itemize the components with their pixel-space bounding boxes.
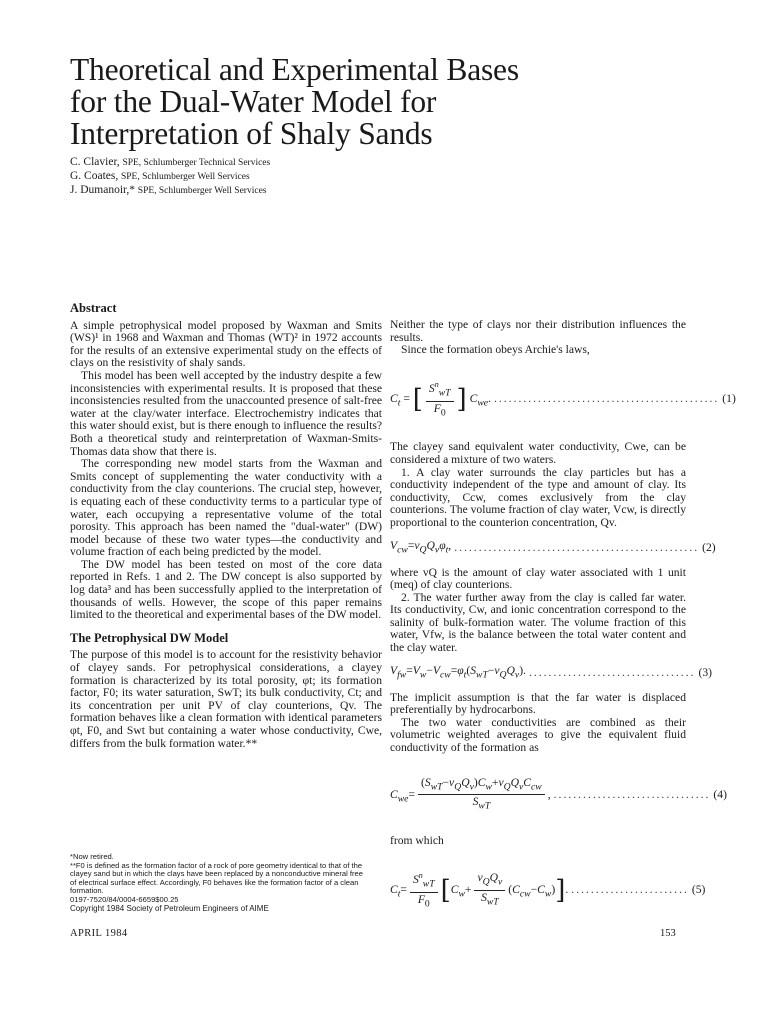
right-column xyxy=(390,318,736,933)
body-paragraph: Neither the type of clays nor their distribution influences the results. xyxy=(390,318,686,344)
title-line: for the Dual-Water Model for xyxy=(70,84,437,119)
footnote: **F0 is defined as the formation factor of a rock of pore geometry identical to that of the clayey sand but in which the clays have been replaced by a nonconductive mineral free of electrical surface effect. Accordingly, F0 behaves like the formation factor of a clean formation. xyxy=(70,860,363,896)
body-paragraph: The two water conductivities are combined as their volumetric weighted averages to give the equivalent fluid conductivity of the formation as xyxy=(390,715,686,754)
left-column xyxy=(70,302,382,750)
equation-body: $C_t=$ $\frac{S^n_{wT}}{F_0}$ [$C_w+$ $\frac{v_QQ_v}{S_{wT}}$ $(C_{cw}-C_w)$]. xyxy=(390,870,569,910)
author-name: C. Clavier, xyxy=(70,156,120,168)
footnote: *Now retired. xyxy=(70,852,114,861)
footnotes xyxy=(70,853,370,913)
journal-issue-date: APRIL 1984 xyxy=(70,928,128,939)
body-paragraph: The implicit assumption is that the far water is displaced preferentially by hydrocarbons. xyxy=(390,690,686,717)
author-name: G. Coates, xyxy=(70,170,119,182)
abstract-paragraph: A simple petrophysical model proposed by Waxman and Smits (WS)¹ in 1968 and Waxman and Thomas (WT)² in 1972 accounts for the results of an extensive experimental study on the effects of clays on the resistivity of shaly sands. xyxy=(70,318,382,370)
equation-body: $V_{fw}=V_w-V_{cw}=\varphi_t(S_{wT}-v_QQ_v)$. xyxy=(390,663,526,680)
equation-body: $C_{we}=$ $\frac{(S_{wT}-v_QQ_v)C_w+v_QQ_vC_{cw}}{S_{wT}}$ , xyxy=(390,775,551,812)
author xyxy=(70,170,270,184)
abstract-paragraph: The DW model has been tested on most of the core data reported in Refs. 1 and 2. The DW concept is also supported by log data³ and has been successfully applied to the interpretation of thousands of wells. However, the scope of this paper remains limited to the theoretical and experimental bases of the DW model. xyxy=(70,557,382,622)
footnote-code: 0197-7520/84/0004-6659$00.25 xyxy=(70,894,179,904)
title-line: Theoretical and Experimental Bases xyxy=(70,52,519,87)
section-paragraph: The purpose of this model is to account for the resistivity behavior of clayey sands. For petrophysical considerations, a clayey formation is characterized by its total porosity, φt; its formation factor, F0; its water saturation, SwT; its bulk conductivity, Ct; and its concentration per unit PV of clay counterions, Qv. The formation behaves like a clean formation with identical parameters φt, F0, and Swt but containing a water whose conductivity, Cwe, differs from the bulk formation water.** xyxy=(70,648,382,750)
equation-number: (1) xyxy=(722,391,736,405)
equation-leader: ................................ xyxy=(553,787,711,801)
equation-number: (3) xyxy=(698,665,713,679)
equation-4 xyxy=(390,775,727,814)
body-paragraph: Since the formation obeys Archie's laws, xyxy=(401,343,590,357)
body-paragraph: 2. The water further away from the clay is called far water. Its conductivity, Cw, and ionic concentration correspond to the salinity of bulk-formation water. The volume fraction of this water, Vfw, is the balance between the total water content and the clay water. xyxy=(390,590,686,655)
author-name: J. Dumanoir,* xyxy=(70,184,136,196)
author-affiliation: SPE, Schlumberger Well Services xyxy=(137,186,267,196)
body-paragraph: from which xyxy=(390,834,444,848)
abstract-heading: Abstract xyxy=(70,301,117,315)
paper-title xyxy=(70,54,710,150)
section-heading: The Petrophysical DW Model xyxy=(70,630,229,645)
author-list xyxy=(70,156,270,198)
author xyxy=(70,184,270,198)
equation-leader: .................................. xyxy=(528,665,696,679)
equation-2 xyxy=(390,538,716,557)
body-paragraph: 1. A clay water surrounds the clay particles but has a conductivity independent of the type and amount of clay. Its conductivity, Ccw, comes exclusively from the clay counterions. The volume fraction of clay water, Vcw, is directly proportional to the counterion concentration, Qv. xyxy=(390,465,686,530)
equation-number: (5) xyxy=(691,882,706,896)
copyright-notice: Copyright 1984 Society of Petroleum Engineers of AIME xyxy=(70,903,269,913)
body-paragraph: The clayey sand equivalent water conductivity, Cwe, can be considered a mixture of two waters. xyxy=(390,440,686,467)
author-affiliation: SPE, Schlumberger Well Services xyxy=(120,172,250,182)
equation-number: (4) xyxy=(713,787,727,801)
equation-1 xyxy=(390,379,736,420)
abstract-paragraph: The corresponding new model starts from the Waxman and Smits concept of supplementing the water conductivity with a conductivity from the clay counterions. The crucial step, however, is equating each of these conductivity terms to a particular type of water, each occupying a representative volume of the total porosity. This approach has been named the "dual-water" (DW) model because of these two water types—the conductivity and volume fraction of each being predicted by the model. xyxy=(70,457,382,559)
equation-leader: ........................ xyxy=(571,882,689,896)
equation-body: $V_{cw}=v_QQ_v\varphi_t$, xyxy=(390,538,452,555)
equation-5 xyxy=(390,870,706,911)
equation-leader: .................................................. xyxy=(454,540,700,554)
author-affiliation: SPE, Schlumberger Technical Services xyxy=(122,158,271,168)
equation-body: $C_t$ = [ $\frac{S^n_{wT}}{F_0}$ ] $C_{we}$. xyxy=(390,379,491,418)
body-paragraph: where vQ is the amount of clay water associated with 1 unit (meq) of clay counterions. xyxy=(390,565,686,592)
abstract-paragraph: This model has been well accepted by the industry despite a few inconsistencies with experimental results. It is proposed that these inconsistencies resulted from the unaccounted presence of salt-free water at the clay/water interface. Electrochemistry indicates that this water should exist, but is there enough to influence the results? Both a theoretical study and reinterpretation of Waxman-Smits-Thomas data show that there is. xyxy=(70,368,382,458)
equation-number: (2) xyxy=(702,540,716,554)
page-number: 153 xyxy=(660,928,676,939)
title-line: Interpretation of Shaly Sands xyxy=(70,116,433,151)
equation-3 xyxy=(390,663,713,682)
equation-leader: .............................................. xyxy=(493,391,720,405)
author xyxy=(70,156,270,170)
